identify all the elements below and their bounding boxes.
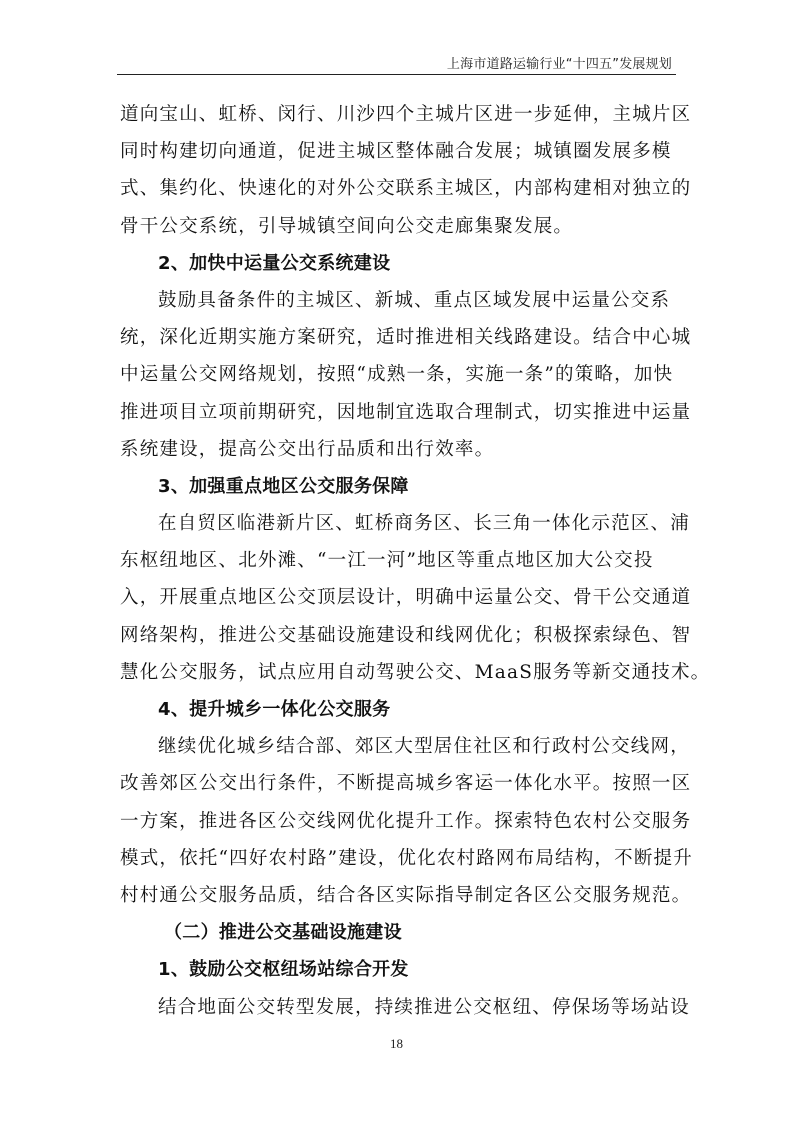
text-line: 结合地面公交转型发展，持续推进公交枢纽、停保场等场站设 — [158, 996, 690, 1018]
paragraph — [120, 96, 692, 245]
page-number: 18 — [390, 1036, 403, 1051]
text-line: 入，开展重点地区公交顶层设计，明确中运量公交、骨干公交通道 — [120, 587, 692, 609]
text-line: 骨干公交系统，引导城镇空间向公交走廊集聚发展。 — [120, 215, 574, 237]
paragraph — [120, 505, 711, 691]
text-line: 网络架构，推进公交基础设施建设和线网优化；积极探索绿色、智 — [120, 624, 692, 646]
subsection-heading: 1、鼓励公交枢纽场站综合开发 — [158, 959, 409, 981]
subsection-heading: 2、加快中运量公交系统建设 — [158, 252, 391, 274]
text-line: 同时构建切向通道，促进主城区整体融合发展；城镇圈发展多模 — [120, 141, 672, 163]
paragraph — [120, 728, 693, 914]
text-line: 模式，依托“四好农村路”建设，优化农村路网布局结构，不断提升 — [120, 847, 693, 869]
text-line: 在自贸区临港新片区、虹桥商务区、长三角一体化示范区、浦 — [158, 513, 690, 535]
page-header — [117, 50, 676, 75]
text-line: 系统建设，提高公交出行品质和出行效率。 — [120, 438, 495, 460]
section-heading: （二）推进公交基础设施建设 — [164, 922, 402, 944]
text-line: 道向宝山、虹桥、闵行、川沙四个主城片区进一步延伸，主城片区 — [120, 104, 692, 125]
text-line: 村村通公交服务品质，结合各区实际指导制定各区公交服务规范。 — [120, 884, 692, 906]
subsection-heading: 3、加强重点地区公交服务保障 — [158, 475, 409, 497]
text-line: 东枢纽地区、北外滩、“一江一河”地区等重点地区加大公交投 — [120, 550, 654, 572]
paragraph — [120, 282, 692, 468]
text-line: 推进项目立项前期研究，因地制宜选取合理制式，切实推进中运量 — [120, 401, 692, 423]
text-line: 一方案，推进各区公交线网优化提升工作。探索特色农村公交服务 — [120, 810, 692, 832]
text-line: 中运量公交网络规划，按照“成熟一条，实施一条”的策略，加快 — [120, 364, 674, 386]
document-body — [120, 96, 711, 1026]
text-line: 继续优化城乡结合部、郊区大型居住社区和行政村公交线网， — [158, 736, 690, 758]
document-title: 上海市道路运输行业“十四五”发展规划 — [446, 57, 672, 72]
subsection-heading: 4、提升城乡一体化公交服务 — [158, 699, 391, 720]
text-line: 式、集约化、快速化的对外公交联系主城区，内部构建相对独立的 — [120, 178, 692, 200]
text-line: 鼓励具备条件的主城区、新城、重点区域发展中运量公交系 — [158, 289, 671, 311]
text-line: 慧化公交服务，试点应用自动驾驶公交、MaaS服务等新交通技术。 — [120, 661, 711, 683]
paragraph — [120, 989, 690, 1026]
text-line: 统，深化近期实施方案研究，适时推进相关线路建设。结合中心城 — [120, 327, 692, 349]
text-line: 改善郊区公交出行条件，不断提高城乡客运一体化水平。按照一区 — [120, 773, 692, 795]
